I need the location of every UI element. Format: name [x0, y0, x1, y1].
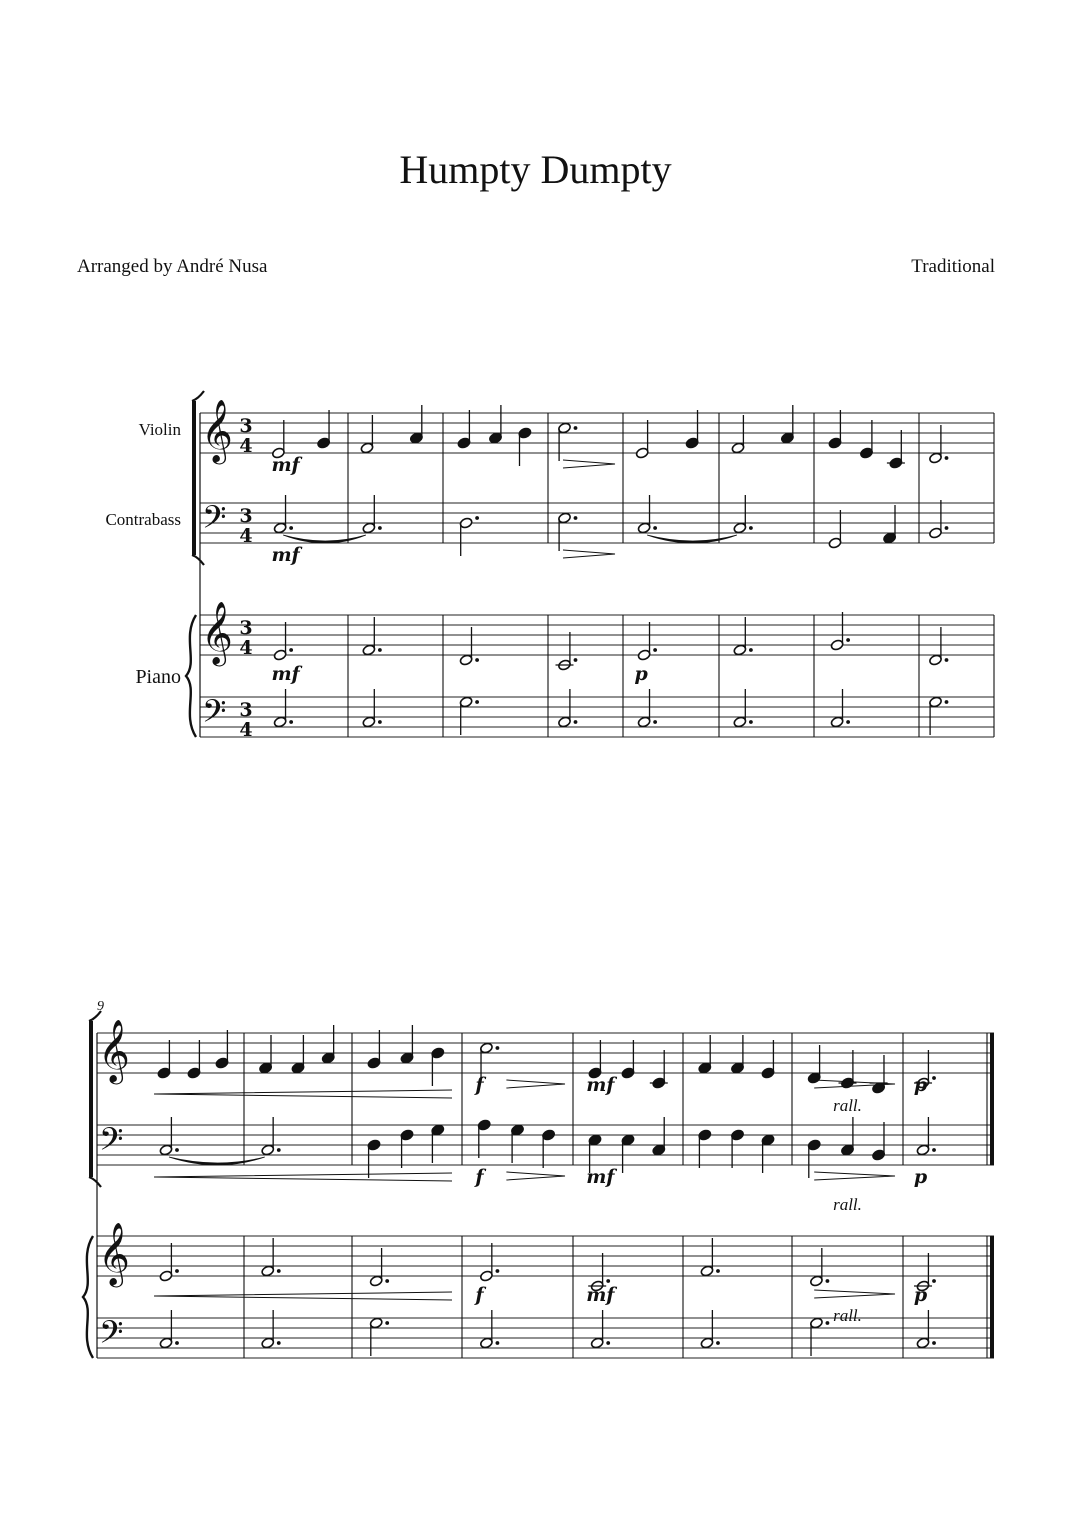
- measure-number: 9: [97, 999, 104, 1014]
- augmentation-dot: [749, 526, 753, 530]
- augmentation-dot: [496, 1341, 500, 1345]
- augmentation-dot: [932, 1148, 936, 1152]
- treble-clef-icon: 𝄞: [201, 399, 233, 462]
- score-title: Humpty Dumpty: [399, 147, 672, 192]
- diminuendo-hairpin: [563, 550, 615, 558]
- crescendo-hairpin: [154, 1292, 452, 1300]
- augmentation-dot: [945, 658, 949, 662]
- augmentation-dot: [175, 1269, 179, 1273]
- diminuendo-hairpin: [563, 460, 615, 468]
- rallentando-marking: rall.: [833, 1195, 862, 1214]
- augmentation-dot: [175, 1341, 179, 1345]
- augmentation-dot: [653, 526, 657, 530]
- crescendo-hairpin: [154, 1173, 452, 1181]
- dynamic-mf: mf: [586, 1284, 615, 1306]
- augmentation-dot: [475, 516, 479, 520]
- diminuendo-hairpin: [814, 1290, 895, 1298]
- augmentation-dot: [175, 1148, 179, 1152]
- augmentation-dot: [945, 526, 949, 530]
- piano-brace: [186, 615, 196, 737]
- augmentation-dot: [945, 456, 949, 460]
- augmentation-dot: [932, 1279, 936, 1283]
- augmentation-dot: [653, 720, 657, 724]
- augmentation-dot: [606, 1279, 610, 1283]
- augmentation-dot: [932, 1076, 936, 1080]
- violin-label: Violin: [138, 420, 181, 439]
- dynamic-f: f: [475, 1074, 484, 1096]
- augmentation-dot: [749, 720, 753, 724]
- treble-clef-icon: 𝄞: [98, 1222, 130, 1285]
- time-signature-lower: 4: [239, 525, 253, 547]
- augmentation-dot: [716, 1341, 720, 1345]
- time-signature-upper: 3: [239, 617, 253, 639]
- time-signature-lower: 4: [239, 719, 253, 741]
- augmentation-dot: [277, 1148, 281, 1152]
- composer-credit: Traditional: [911, 256, 995, 277]
- augmentation-dot: [932, 1341, 936, 1345]
- augmentation-dot: [289, 720, 293, 724]
- dynamic-mf: mf: [271, 454, 300, 476]
- augmentation-dot: [378, 648, 382, 652]
- dynamic-mf: mf: [271, 663, 300, 685]
- bass-clef-icon: 𝄢: [99, 1121, 124, 1165]
- dynamic-mf: mf: [586, 1074, 615, 1096]
- time-signature-upper: 3: [239, 415, 253, 437]
- dynamic-mf: mf: [271, 544, 300, 566]
- tie: [169, 1157, 265, 1165]
- augmentation-dot: [574, 720, 578, 724]
- treble-clef-icon: 𝄞: [201, 601, 233, 664]
- bracket-cap: [192, 555, 204, 565]
- augmentation-dot: [574, 658, 578, 662]
- dynamic-f: f: [475, 1284, 484, 1306]
- piano-brace: [83, 1236, 93, 1358]
- time-signature-lower: 4: [239, 435, 253, 457]
- augmentation-dot: [475, 658, 479, 662]
- tie: [283, 535, 366, 543]
- bracket-cap: [89, 1177, 101, 1187]
- treble-clef-icon: 𝄞: [98, 1019, 130, 1082]
- bass-clef-icon: 𝄢: [202, 499, 227, 543]
- augmentation-dot: [606, 1341, 610, 1345]
- augmentation-dot: [826, 1321, 830, 1325]
- tie: [647, 535, 737, 543]
- dynamic-f: f: [475, 1166, 484, 1188]
- augmentation-dot: [289, 526, 293, 530]
- dynamic-mf: mf: [586, 1166, 615, 1188]
- dynamic-p: p: [913, 1284, 928, 1306]
- arranger-credit: Arranged by André Nusa: [77, 256, 268, 277]
- time-signature-lower: 4: [239, 637, 253, 659]
- augmentation-dot: [574, 516, 578, 520]
- time-signature-upper: 3: [239, 699, 253, 721]
- dynamic-p: p: [913, 1074, 928, 1096]
- piano-label: Piano: [135, 666, 181, 688]
- diminuendo-hairpin: [506, 1172, 565, 1180]
- final-barline-thick: [990, 1236, 994, 1358]
- augmentation-dot: [496, 1269, 500, 1273]
- final-barline-thick: [990, 1033, 994, 1165]
- augmentation-dot: [385, 1279, 389, 1283]
- augmentation-dot: [277, 1341, 281, 1345]
- rallentando-marking: rall.: [833, 1306, 862, 1325]
- augmentation-dot: [277, 1269, 281, 1273]
- bass-clef-icon: 𝄢: [202, 693, 227, 737]
- augmentation-dot: [749, 648, 753, 652]
- contrabass-label: Contrabass: [105, 510, 181, 529]
- dynamic-p: p: [634, 663, 648, 685]
- ensemble-bracket: [89, 1021, 93, 1177]
- diminuendo-hairpin: [506, 1080, 565, 1088]
- ensemble-bracket: [192, 401, 196, 555]
- augmentation-dot: [846, 638, 850, 642]
- augmentation-dot: [826, 1279, 830, 1283]
- augmentation-dot: [475, 700, 479, 704]
- augmentation-dot: [385, 1321, 389, 1325]
- time-signature-upper: 3: [239, 505, 253, 527]
- augmentation-dot: [496, 1046, 500, 1050]
- diminuendo-hairpin: [814, 1172, 895, 1180]
- augmentation-dot: [716, 1269, 720, 1273]
- augmentation-dot: [378, 526, 382, 530]
- augmentation-dot: [846, 720, 850, 724]
- dynamic-p: p: [913, 1166, 928, 1188]
- augmentation-dot: [653, 648, 657, 652]
- bass-clef-icon: 𝄢: [99, 1314, 124, 1358]
- augmentation-dot: [378, 720, 382, 724]
- augmentation-dot: [945, 700, 949, 704]
- augmentation-dot: [574, 426, 578, 430]
- rallentando-marking: rall.: [833, 1096, 862, 1115]
- crescendo-hairpin: [154, 1090, 452, 1098]
- augmentation-dot: [289, 648, 293, 652]
